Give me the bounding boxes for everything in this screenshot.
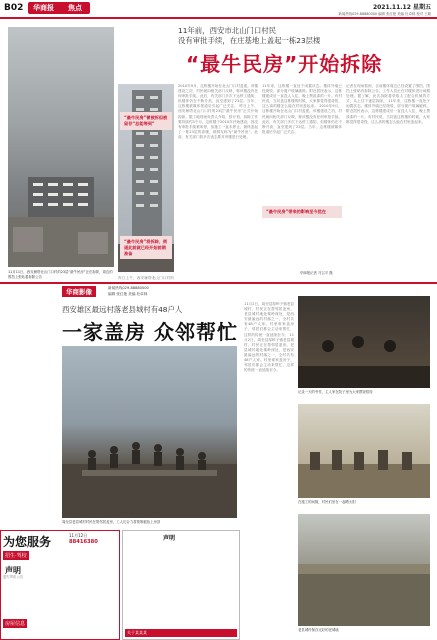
story2-caption-1: 记录一天的劳作，主人家在院子里为大家摆饭招待	[298, 390, 373, 394]
ads-category-housing: 房屋信息	[5, 621, 26, 627]
header-rule	[0, 17, 437, 19]
story1-column-4: 记者在现场看到，目前楼体周边已经设置了围挡，围挡上张贴有拆除公告。工作人员正在对楼体进行前期处理。据了解，此次拆除将采取人工配合机械的方式，从上往下逐层拆除。 11年来，这栋楼一直处于闲置状态。楼体外墙已经斑驳，部分窗户玻璃破碎。附近居民表示，这栋楼建成后一直没人入住，晚上黑漆漆的一片。有村民说，当初盖这栋楼的时候，大家都觉得很奇怪，这么高的楼怎么能在村里盖起来。	[346, 84, 430, 124]
story2-main-photo	[62, 346, 237, 518]
story1-photo	[8, 27, 114, 267]
ads-footer: 关于某某某	[125, 629, 237, 637]
story1-column-3: 11年来，这栋楼一直处于闲置状态。楼体外墙已经斑驳，部分窗户玻璃破碎。附近居民表示，这栋楼建成后一直没人入住，晚上黑漆漆的一片。有村民说，当初盖这栋楼的时候，大家都觉得很奇怪，这么高的楼怎么能在村里盖起来。 2010年9月，这栋楼开始在北山门口村盖建。该楼建设之初，村民就向相关部门反映，称该楼没有任何审批手续。此后，有关部门多次下达停工通知，但楼体仍在不断升高，直至建到了23层。当年，这栋楼被媒体报道后引起广泛关注。	[262, 84, 342, 134]
story2-editor: 编辑 张红艳 美编 杜卓林	[108, 292, 148, 296]
story1-photo-caption: 11月11日，西安雁塔北山门口村的23层“最牛民房”正在拆除，周边的围挡上张贴着拆除公告	[8, 270, 113, 279]
page-header	[0, 0, 437, 22]
story2-caption-2: 在施工的间隙，村民们坐在一起晒太阳	[298, 500, 356, 504]
story2-top-rule	[0, 282, 437, 284]
ads-title: 为您服务	[3, 535, 52, 549]
building-illustration	[8, 27, 114, 267]
hotline: 新闻热线029-88880000	[338, 12, 378, 16]
ads-panel	[0, 530, 120, 640]
editor: 编辑 张红艳	[378, 12, 397, 16]
story2-headline: 一家盖房 众邻帮忙	[62, 320, 238, 344]
proofreader: 校对 王颖	[416, 12, 431, 16]
story1-column-2: 2010年9月，这栋楼开始在北山门口村盖建。该楼建设之初，村民就向相关部门反映，称该楼没有任何审批手续。此后，有关部门多次下达停工通知，但楼体仍在不断升高，直至建到了23层。当年，这栋楼被媒体报道后引起广泛关注。 昨日上午，西安雁塔北山门口村的23层“最牛民房”正式开始拆除。据工地现场负责人介绍，按计划，拆除工作要持续约3个月。这栋楼于2010年开始建设，因没有审批手续被叫停，但施工一直未停止，最终盖起了一栋23层的高楼，被网友称为“最牛民房”。此前，有关部门曾多次表态要对该楼进行处理。	[178, 84, 258, 139]
story2-hotline: 新闻热线029-88880000	[108, 286, 149, 290]
ads-notice-title: 声明	[163, 535, 176, 542]
page-number: B02	[4, 3, 24, 13]
story2-caption-3: 老县城村保存完好的老城墙	[298, 628, 339, 632]
ads-text: 遗失声明 公告	[3, 575, 24, 579]
story1-pullquote-2: “最牛民房”带来的影响至今犹在	[262, 206, 342, 218]
ads-category-school: 招生·驾校	[5, 553, 27, 559]
story2-photo-2	[298, 296, 430, 388]
story1-headline: “最牛民房”开始拆除	[186, 52, 383, 76]
issue-date: 2021.11.12 星期五	[372, 4, 431, 11]
ads-panel-2	[122, 530, 240, 640]
story2-kicker: 西安雄区最远村落老县城村有48户人	[62, 305, 183, 314]
section-label: 焦点	[68, 4, 82, 12]
story1-photo-credit: 华商报记者 马召平 摄	[300, 271, 333, 275]
ads-date: 11月12日	[69, 533, 88, 538]
designer: 美编 杜卓林	[397, 12, 416, 16]
story2-photo-3	[298, 404, 430, 498]
story2-photo-caption: 周至县老县城村村民在帮邻居盖房，工人们合力将预制板抬上房顶	[62, 520, 161, 524]
masthead-logo: 华商报	[33, 4, 54, 12]
ads-category-notice: 声明	[5, 566, 21, 575]
story1-pullquote-3: “最牛民房”将拆除，街道此前就已经开始前期准备	[120, 236, 172, 259]
story2-body: 11月2日，周至县厚畛子镇老县城村，村民正在帮邻居盖房。老县城村地处秦岭深处，是西安最偏远的村落之一，全村共有48户人家。村里谁家盖房子，邻居们都会主动来帮忙，这样的传统一直延续至今。 11月2日，周至县厚畛子镇老县城村，村民正在帮邻居盖房。老县城村地处秦岭深处，是西安最偏远的村落之一，全村共有48户人家。村里谁家盖房子，邻居们都会主动来帮忙，这样的传统一直延续至今。	[244, 302, 294, 373]
story2-photo-4	[298, 514, 430, 626]
story1-pullquote-1: “最牛民房”曾被拆但被留存“总能等到”	[120, 112, 172, 130]
story2-tag: 华商影像	[62, 286, 96, 297]
ads-phone: 88416380	[69, 539, 98, 545]
story1-column-1: 昨日上午，西安雁塔北山门口村的	[118, 276, 174, 280]
story1-kicker: 11年前，西安市北山门口村民 没有审批手续，在庄基地上盖起一栋23层楼	[178, 26, 321, 45]
